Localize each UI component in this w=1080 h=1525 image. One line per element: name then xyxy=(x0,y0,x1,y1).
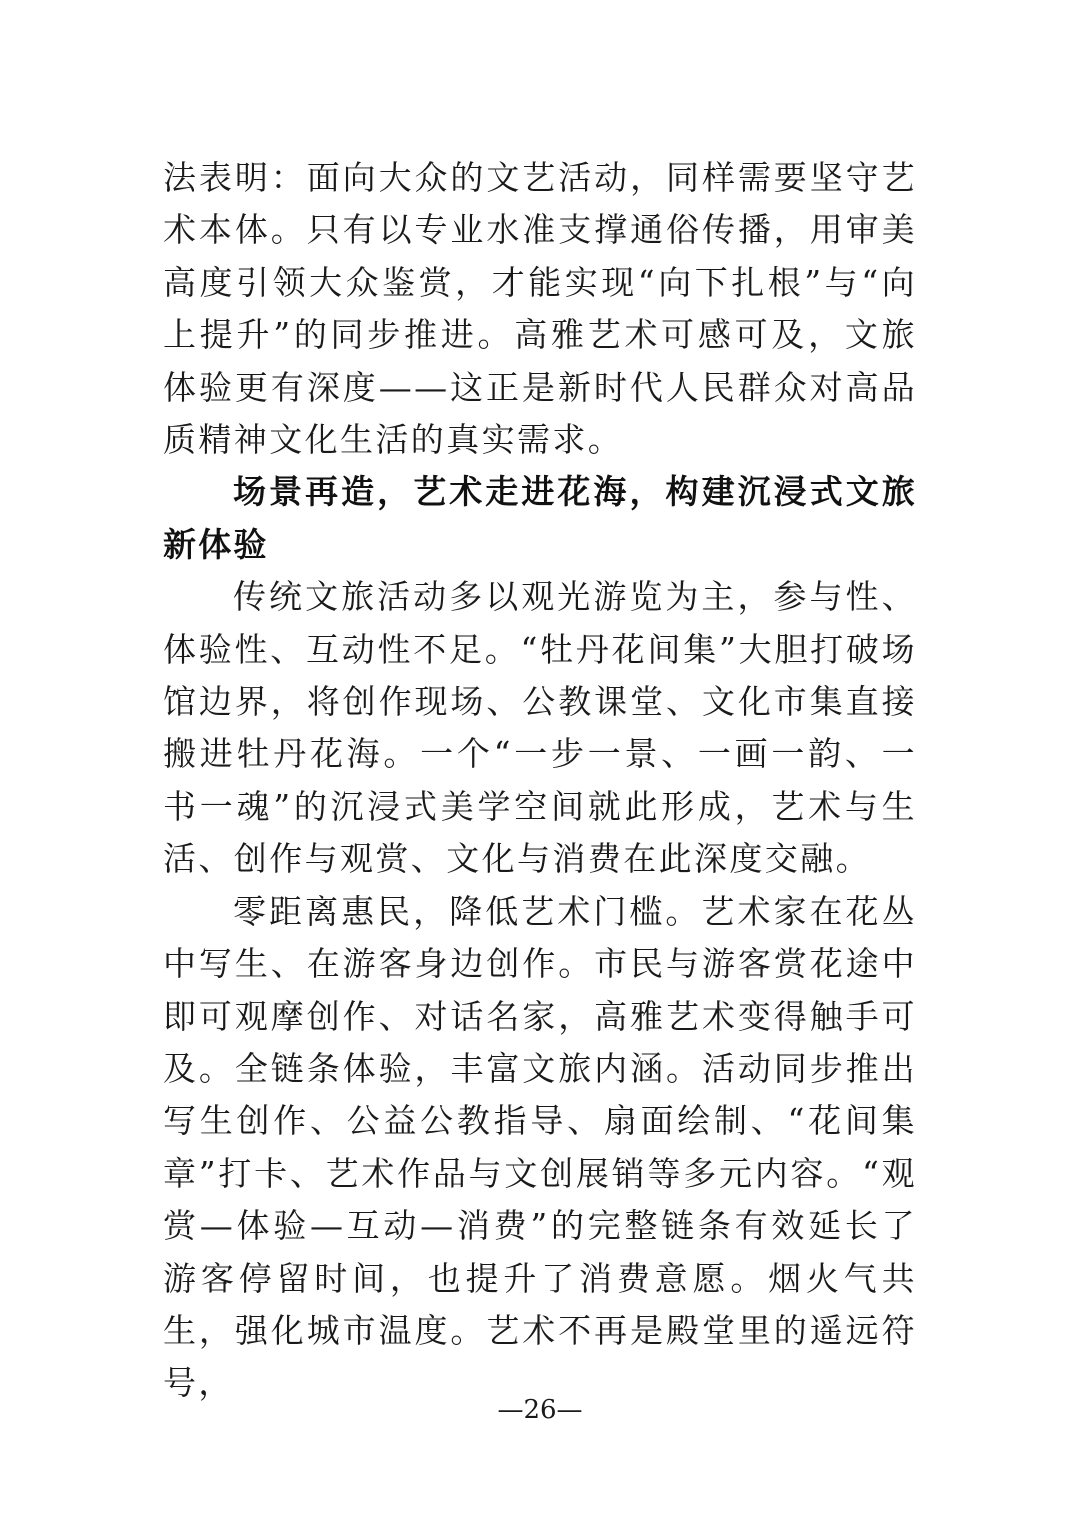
section-heading: 场景再造，艺术走进花海，构建沉浸式文旅新体验 xyxy=(163,472,917,564)
paragraph-scene-intro: 传统文旅活动多以观光游览为主，参与性、体验性、互动性不足。“牡丹花间集”大胆打破场馆边界，将创作现场、公教课堂、文化市集直接搬进牡丹花海。一个“一步一景、一画一韵、一书一魂”的沉浸式美学空间就此形成，艺术与生活、创作与观赏、文化与消费在此深度交融。 xyxy=(163,577,917,879)
paragraph-continuation: 法表明：面向大众的文艺活动，同样需要坚守艺术本体。只有以专业水准支撑通俗传播，用审美高度引领大众鉴赏，才能实现“向下扎根”与“向上提升”的同步推进。高雅艺术可感可及，文旅体验更有深度——这正是新时代人民群众对高品质精神文化生活的真实需求。 xyxy=(163,158,917,460)
document-body xyxy=(163,152,917,1410)
paragraph-benefits: 零距离惠民，降低艺术门槛。艺术家在花丛中写生、在游客身边创作。市民与游客赏花途中即可观摩创作、对话名家，高雅艺术变得触手可及。全链条体验，丰富文旅内涵。活动同步推出写生创作、公益公教指导、扇面绘制、“花间集章”打卡、艺术作品与文创展销等多元内容。“观赏—体验—互动—消费”的完整链条有效延长了游客停留时间，也提升了消费意愿。烟火气共生，强化城市温度。艺术不再是殿堂里的遥远符号， xyxy=(163,891,917,1403)
page-number: —26— xyxy=(497,1395,583,1425)
